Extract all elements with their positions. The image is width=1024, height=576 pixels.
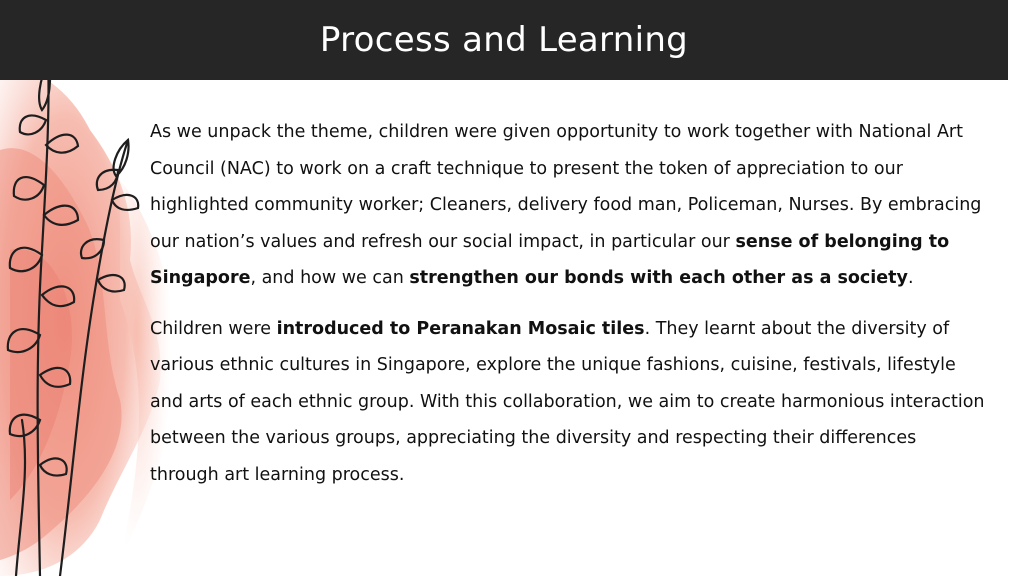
bold-phrase-strengthen-bonds: strengthen our bonds with each other as a society	[409, 268, 908, 288]
bold-phrase-peranakan-tiles: introduced to Peranakan Mosaic tiles	[276, 318, 645, 339]
paragraph-1	[150, 114, 990, 297]
paragraph-2-text-2: . They learnt about the diversity of various ethnic cultures in Singapore, explore the unique fashions, cuisine, festivals, lifestyle and arts of each ethnic group. With this collaboration, we aim to create harmonious interaction between the various groups, appreciating the diversity and respecting their differences through art learning process.	[150, 318, 985, 485]
body-text	[150, 114, 990, 507]
paragraph-1-period: .	[907, 268, 914, 288]
bold-phrase-sense-of-belonging: sense of belonging to Singapore	[150, 231, 950, 288]
paragraph-1-text-2: , and how we can	[250, 268, 410, 288]
paragraph-2	[150, 311, 990, 494]
paragraph-1-text: As we unpack the theme, children were given opportunity to work together with National Art Council (NAC) to work on a craft technique to present the token of appreciation to our highlighted community worker; Cleaners, delivery food man, Policeman, Nurses. By embracing our nation’s values and refresh our social impact, in particular our	[150, 122, 982, 252]
paragraph-2-text: Children were	[150, 318, 277, 339]
slide-title: Process and Learning	[319, 20, 689, 60]
